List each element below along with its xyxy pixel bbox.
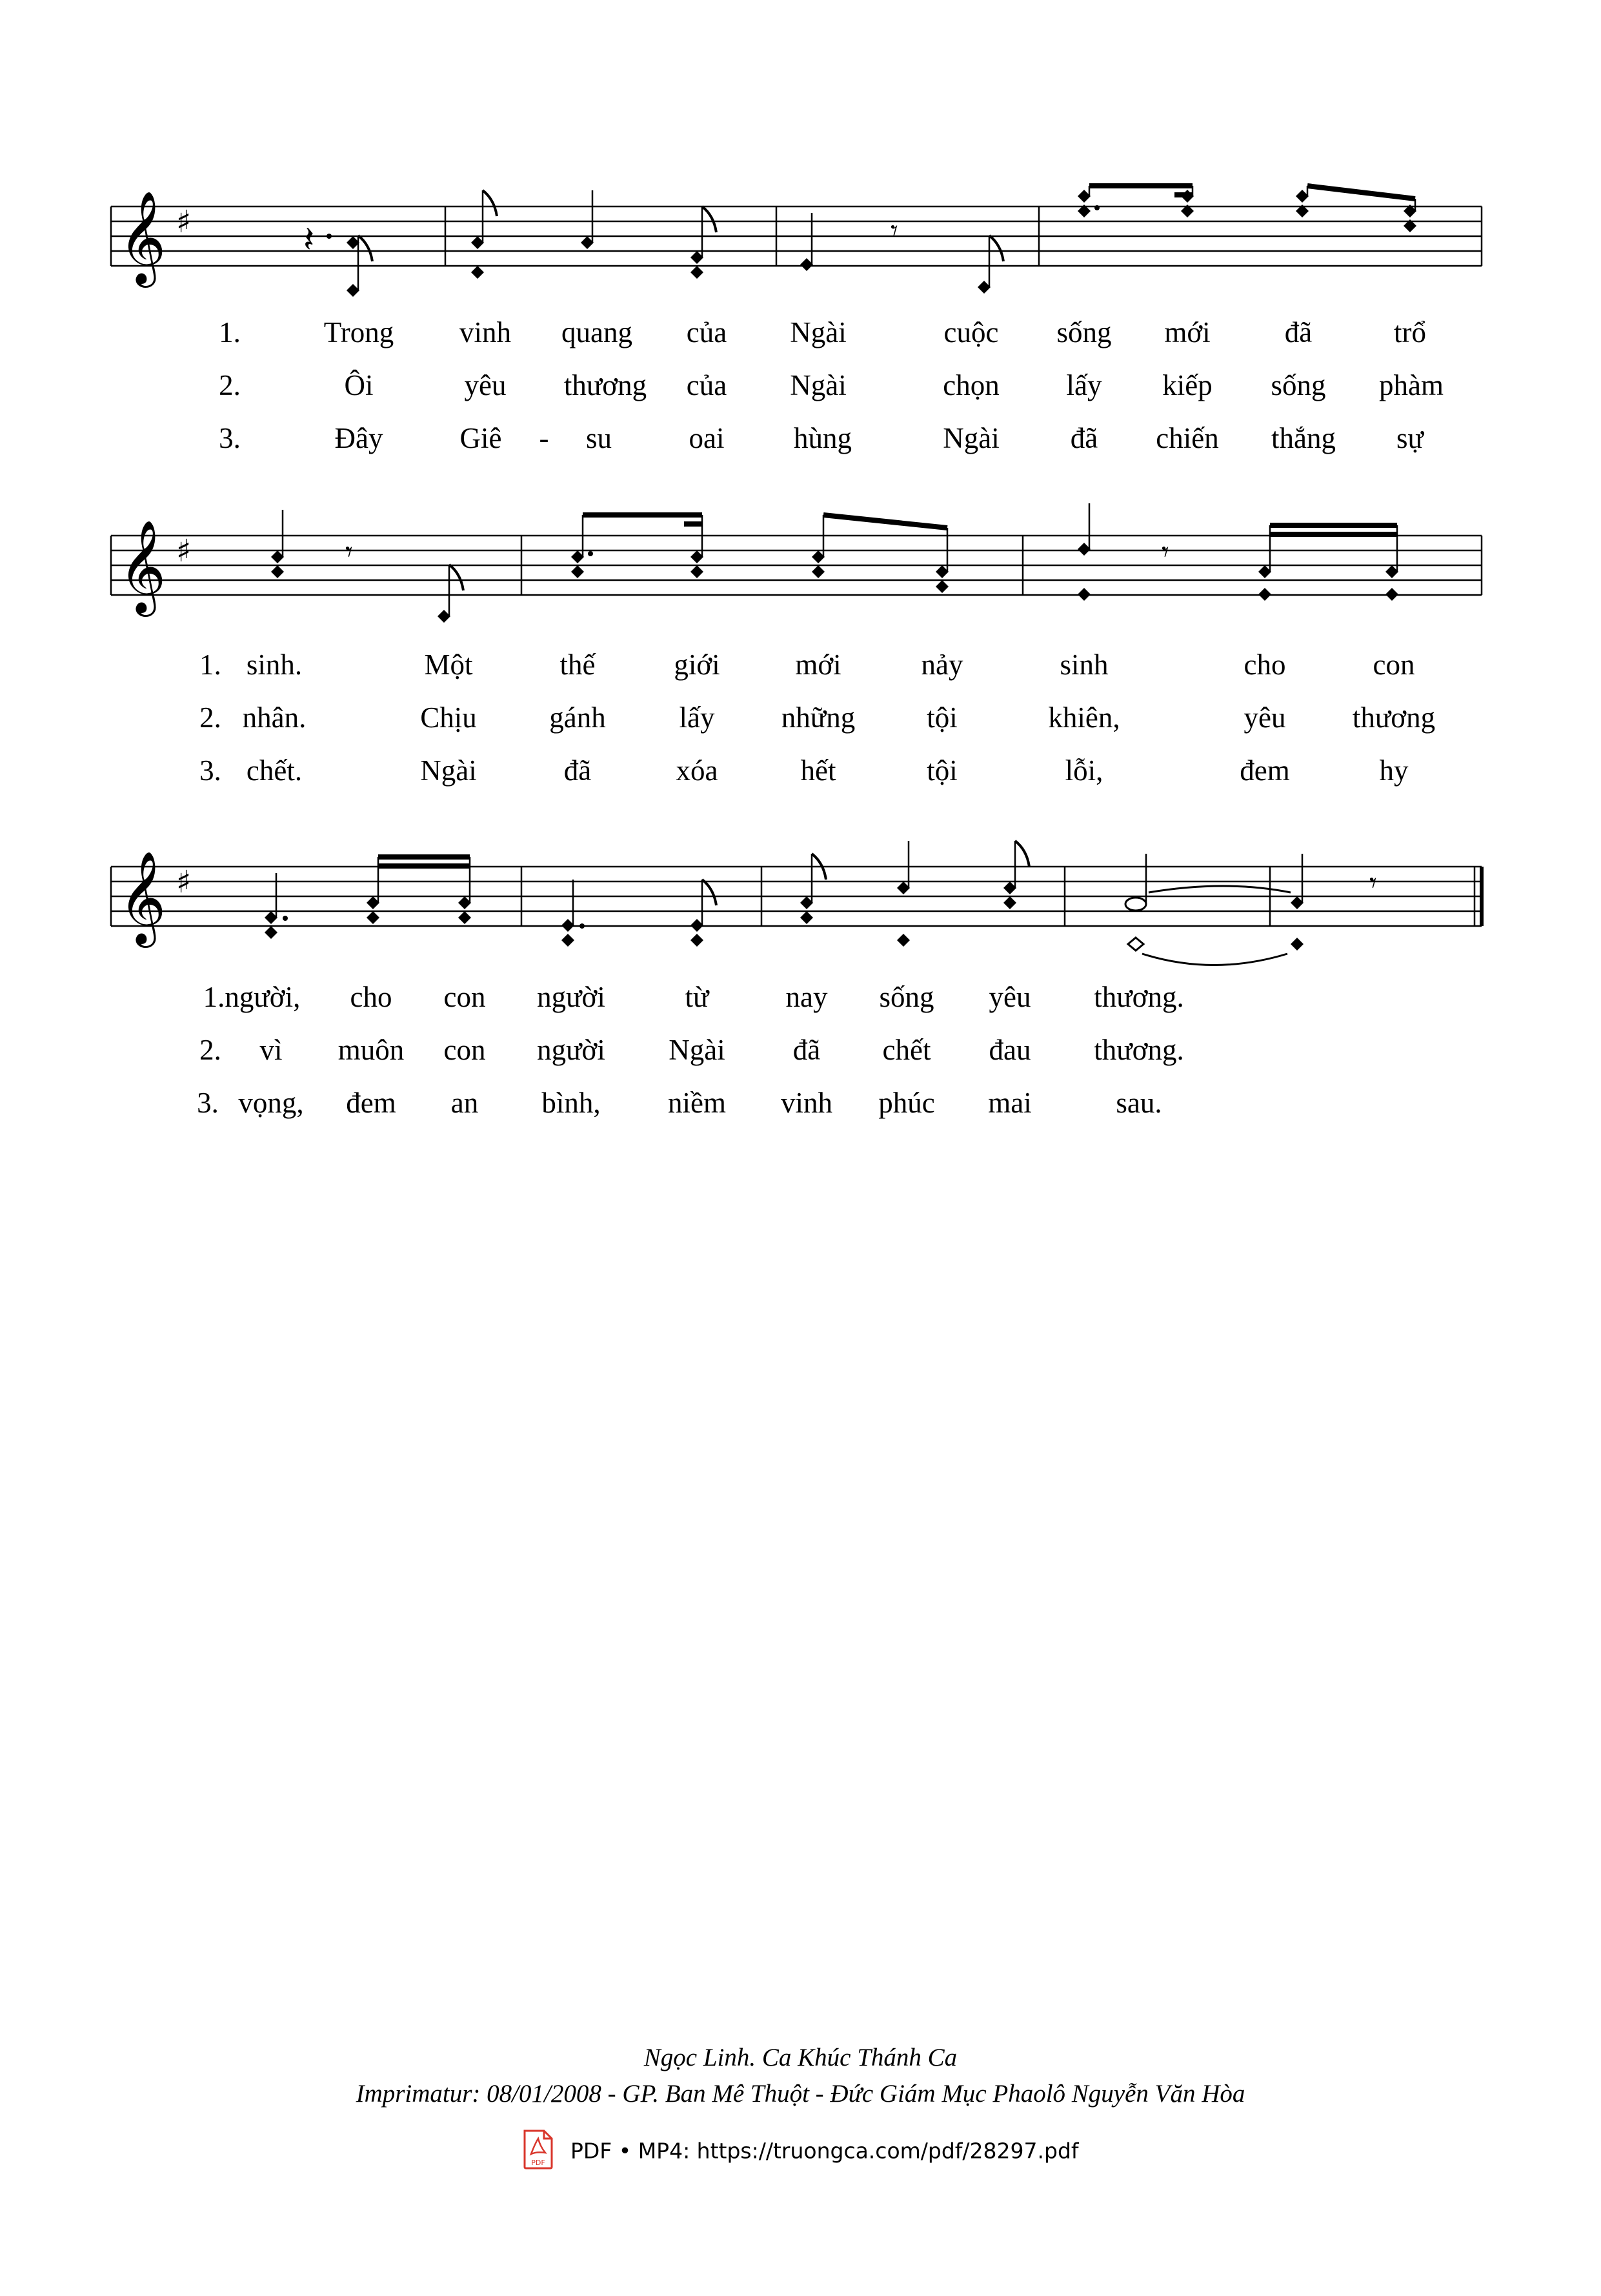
- lyric-syllable: muôn: [337, 1034, 405, 1066]
- lyric-syllable: Chịu: [420, 701, 477, 734]
- note: [561, 880, 585, 947]
- lyric-syllable: lấy: [679, 701, 715, 734]
- lyric-syllable: đã: [792, 1034, 821, 1066]
- lyric-syllable: mới: [1164, 316, 1211, 348]
- lyric-syllable: xóa: [676, 754, 718, 787]
- eighth-rest-icon: 𝄾: [345, 536, 353, 569]
- lyric-syllable: bình,: [541, 1087, 601, 1119]
- lyric-syllable: con: [443, 981, 486, 1013]
- lyric-syllable: thương: [563, 369, 647, 401]
- lyric-syllable: cho: [1244, 649, 1286, 681]
- lyric-syllable: yêu: [1244, 701, 1286, 734]
- lyric-syllable: chọn: [943, 369, 1000, 401]
- note: [581, 190, 594, 249]
- eighth-rest-icon: 𝄾: [1369, 867, 1377, 900]
- staff-system-3: [0, 828, 1601, 989]
- lyric-syllable: yêu: [989, 981, 1031, 1013]
- lyric-syllable: đã: [563, 754, 592, 787]
- lyric-syllable: người: [537, 1034, 605, 1066]
- lyric-syllable: -: [539, 422, 549, 454]
- lyric-syllable: oai: [689, 422, 725, 454]
- note-group: [1078, 186, 1416, 232]
- staff-system-2: [0, 497, 1601, 658]
- lyric-syllable: hết: [800, 754, 836, 787]
- lyric-syllable: 2.: [199, 701, 221, 734]
- lyric-syllable: cho: [350, 981, 392, 1013]
- lyric-syllable: yêu: [464, 369, 507, 401]
- treble-clef-icon: [119, 191, 166, 288]
- lyric-syllable: nảy: [921, 649, 963, 681]
- lyric-syllable: lấy: [1066, 369, 1102, 401]
- treble-clef-icon: [119, 520, 166, 617]
- lyric-syllable: khiên,: [1048, 701, 1120, 734]
- lyric-syllable: phàm: [1379, 369, 1444, 401]
- lyric-syllable: 3.: [199, 754, 221, 787]
- lyric-syllable: chết.: [246, 754, 303, 787]
- lyric-syllable: trổ: [1394, 316, 1426, 348]
- note: [438, 565, 463, 623]
- note-group: [571, 515, 949, 593]
- lyric-syllable: quang: [561, 316, 632, 348]
- note: [690, 206, 716, 279]
- tie: [1142, 954, 1287, 965]
- lyric-syllable: hy: [1379, 754, 1409, 787]
- note: [978, 236, 1003, 294]
- note: [1125, 854, 1146, 951]
- lyric-syllable: Ngài: [669, 1034, 725, 1066]
- lyric-syllable: 3.: [219, 422, 241, 454]
- lyric-syllable: nay: [785, 981, 828, 1013]
- lyric-syllable: giới: [674, 649, 720, 681]
- note-group: [1258, 525, 1398, 601]
- lyric-syllable: thương.: [1094, 1034, 1184, 1066]
- lyric-syllable: đem: [1240, 754, 1290, 787]
- lyric-syllable: 2.: [219, 369, 241, 401]
- lyric-syllable: Ôi: [344, 369, 374, 401]
- lyric-syllable: gánh: [549, 701, 606, 734]
- footer-imprimatur: Imprimatur: 08/01/2008 - GP. Ban Mê Thuột - Đức Giám Mục Phaolô Nguyễn Văn Hòa: [356, 2080, 1245, 2108]
- svg-text:♯: ♯: [176, 864, 192, 900]
- lyric-syllable: sinh.: [246, 649, 303, 681]
- note: [1003, 841, 1029, 909]
- lyric-syllable: Ngài: [420, 754, 477, 787]
- lyric-syllable: niềm: [668, 1087, 726, 1119]
- key-signature-sharp-icon: [176, 864, 191, 900]
- lyric-syllable: Giê: [459, 422, 502, 454]
- svg-text:PDF: PDF: [531, 2159, 546, 2167]
- lyric-syllable: tội: [927, 754, 958, 787]
- svg-text:𝄞: 𝄞: [119, 191, 166, 284]
- lyric-syllable: cuộc: [943, 316, 999, 348]
- lyric-syllable: lỗi,: [1065, 754, 1103, 787]
- treble-clef-icon: [119, 851, 166, 948]
- lyric-syllable: chết: [882, 1034, 931, 1066]
- lyric-syllable: Ngài: [790, 369, 847, 401]
- lyric-syllable: Đây: [334, 422, 383, 454]
- lyric-syllable: sống: [1056, 316, 1112, 348]
- lyric-syllable: đã: [1070, 422, 1098, 454]
- lyric-syllable: thương: [1352, 701, 1436, 734]
- note: [271, 510, 284, 578]
- lyric-syllable: 1.: [199, 649, 221, 681]
- lyric-syllable: hùng: [794, 422, 852, 454]
- note: [690, 880, 716, 947]
- quarter-rest-icon: 𝄽: [303, 219, 315, 261]
- lyric-syllable: từ: [685, 981, 709, 1013]
- lyric-syllable: thắng: [1271, 422, 1336, 454]
- lyric-syllable: Ngài: [790, 316, 847, 348]
- lyric-syllable: đau: [989, 1034, 1031, 1066]
- lyric-syllable: mới: [795, 649, 841, 681]
- key-signature-sharp-icon: [176, 533, 191, 569]
- lyric-syllable: sống: [879, 981, 934, 1013]
- lyric-syllable: 1.: [219, 316, 241, 348]
- note: [1291, 854, 1304, 951]
- svg-text:♯: ♯: [176, 204, 192, 240]
- lyric-syllable: kiếp: [1162, 369, 1213, 401]
- lyric-syllable: những: [781, 701, 856, 734]
- key-signature-sharp-icon: [176, 204, 191, 240]
- footer-source: Ngọc Linh. Ca Khúc Thánh Ca: [643, 2044, 958, 2071]
- lyric-syllable: Trong: [323, 316, 394, 348]
- svg-text:𝄞: 𝄞: [119, 851, 166, 944]
- lyric-syllable: phúc: [878, 1087, 935, 1119]
- note: [1078, 503, 1091, 601]
- svg-text:𝄞: 𝄞: [119, 520, 166, 613]
- svg-text:♯: ♯: [176, 533, 192, 569]
- lyric-syllable: của: [686, 316, 727, 348]
- lyric-syllable: 3.: [197, 1087, 219, 1119]
- lyric-syllable: thương.: [1094, 981, 1184, 1013]
- note: [265, 873, 288, 939]
- eighth-rest-icon: 𝄾: [891, 214, 898, 247]
- lyric-syllable: vinh: [780, 1087, 833, 1119]
- lyric-syllable: sau.: [1116, 1087, 1162, 1119]
- lyric-syllable: an: [450, 1087, 479, 1119]
- lyric-syllable: đã: [1284, 316, 1313, 348]
- footer-link-text[interactable]: PDF • MP4: https://truongca.com/pdf/28297.pdf: [570, 2138, 1079, 2164]
- lyric-syllable: con: [443, 1034, 486, 1066]
- lyric-syllable: tội: [927, 701, 958, 734]
- note-group: [367, 857, 471, 924]
- lyric-syllable: 2.: [199, 1034, 221, 1066]
- footer-link-row[interactable]: [0, 2130, 1601, 2175]
- lyric-syllable: Ngài: [943, 422, 1000, 454]
- lyric-syllable: con: [1373, 649, 1415, 681]
- lyric-syllable: đem: [346, 1087, 396, 1119]
- lyric-syllable: người: [537, 981, 605, 1013]
- lyric-syllable: vọng,: [238, 1087, 304, 1119]
- lyric-syllable: su: [585, 422, 612, 454]
- staff-system-1: [0, 168, 1601, 329]
- lyric-syllable: của: [686, 369, 727, 401]
- lyric-syllable: chiến: [1156, 422, 1219, 454]
- lyric-syllable: 1.người,: [203, 981, 301, 1013]
- lyric-syllable: sự: [1396, 422, 1424, 454]
- eighth-rest-icon: 𝄾: [1162, 536, 1169, 569]
- lyric-syllable: nhân.: [242, 701, 307, 734]
- lyric-syllable: vinh: [459, 316, 512, 348]
- lyric-syllable: vì: [259, 1034, 283, 1066]
- lyric-syllable: thế: [559, 649, 596, 681]
- note: [897, 841, 910, 947]
- lyric-syllable: Một: [424, 649, 473, 681]
- pdf-file-icon: [522, 2130, 554, 2175]
- lyric-syllable: sống: [1271, 369, 1326, 401]
- lyric-syllable: sinh: [1060, 649, 1109, 681]
- lyric-syllable: mai: [988, 1087, 1032, 1119]
- note: [800, 854, 826, 924]
